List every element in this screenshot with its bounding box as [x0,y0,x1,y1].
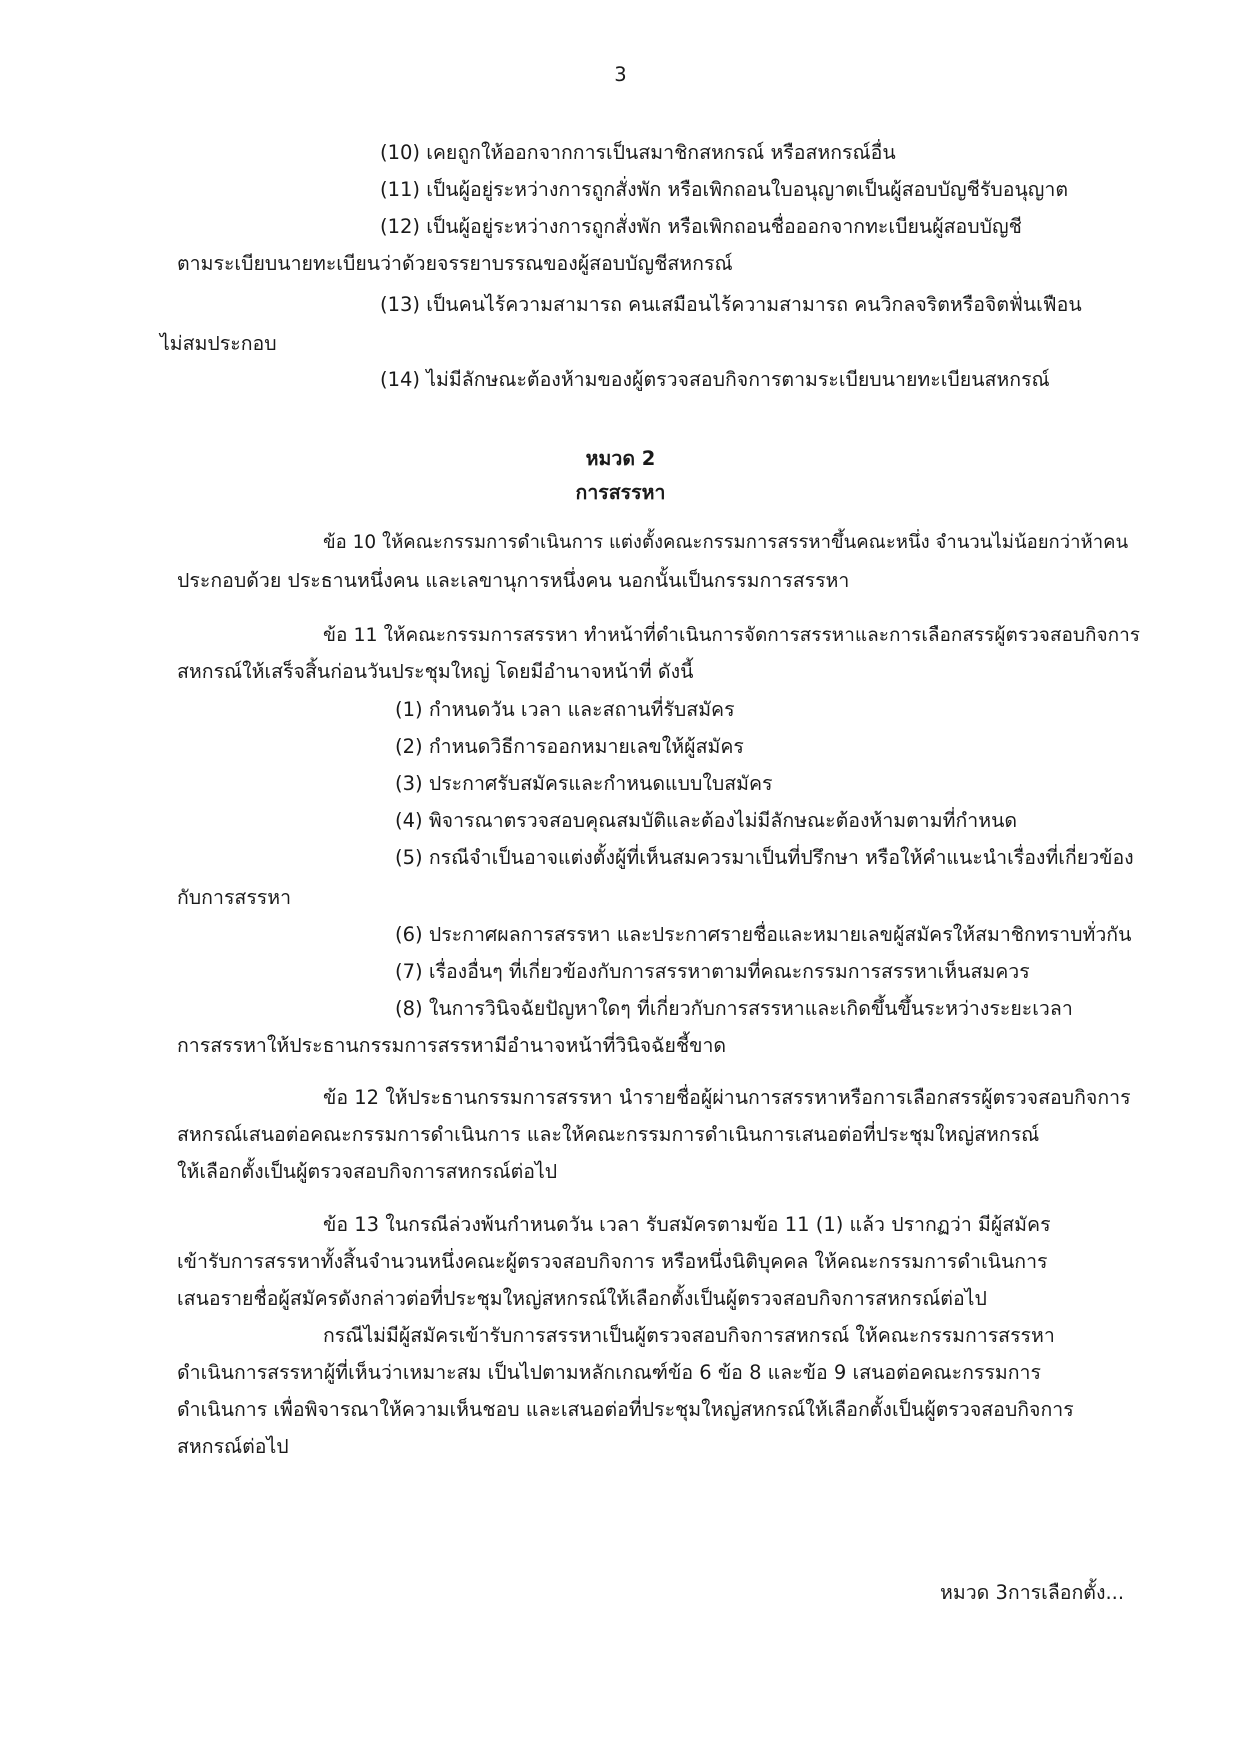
qualification-12-continuation: ตามระเบียบนายทะเบียนว่าด้วยจรรยาบรรณของผู้สอบบัญชีสหกรณ์ [177,252,733,275]
clause-11-line-2: สหกรณ์ให้เสร็จสิ้นก่อนวันประชุมใหญ่ โดยมีอำนาจหน้าที่ ดังนี้ [177,660,694,683]
clause-10-line-1: ข้อ 10 ให้คณะกรรมการดำเนินการ แต่งตั้งคณะกรรมการสรรหาขึ้นคณะหนึ่ง จำนวนไม่น้อยกว่าห้าคน [323,532,1129,553]
clause-10-line-2: ประกอบด้วย ประธานหนึ่งคน และเลขานุการหนึ่งคน นอกนั้นเป็นกรรมการสรรหา [177,569,850,592]
qualification-13-continuation: ไม่สมประกอบ [160,332,277,355]
qualification-14: (14) ไม่มีลักษณะต้องห้ามของผู้ตรวจสอบกิจการตามระเบียบนายทะเบียนสหกรณ์ [380,368,1050,391]
clause-12-line-1: ข้อ 12 ให้ประธานกรรมการสรรหา นำรายชื่อผู้ผ่านการสรรหาหรือการเลือกสรรผู้ตรวจสอบกิจการ [323,1086,1131,1109]
clause-13-line-4: กรณีไม่มีผู้สมัครเข้ารับการสรรหาเป็นผู้ตรวจสอบกิจการสหกรณ์ ให้คณะกรรมการสรรหา [323,1324,1055,1347]
chapter-number: หมวด 2 [585,447,656,470]
qualification-11: (11) เป็นผู้อยู่ระหว่างการถูกสั่งพัก หรือเพิกถอนใบอนุญาตเป็นผู้สอบบัญชีรับอนุญาต [380,178,1069,201]
clause-13-line-2: เข้ารับการสรรหาทั้งสิ้นจำนวนหนึ่งคณะผู้ตรวจสอบกิจการ หรือหนึ่งนิติบุคคล ให้คณะกรรมการดำเนินการ [177,1250,1048,1273]
duty-3: (3) ประกาศรับสมัครและกำหนดแบบใบสมัคร [395,772,773,795]
duty-8: (8) ในการวินิจฉัยปัญหาใดๆ ที่เกี่ยวกับการสรรหาและเกิดขึ้นขึ้นระหว่างระยะเวลา [395,997,1073,1020]
clause-11-line-1: ข้อ 11 ให้คณะกรรมการสรรหา ทำหน้าที่ดำเนินการจัดการสรรหาและการเลือกสรรผู้ตรวจสอบกิจการ [323,624,1140,646]
qualification-10: (10) เคยถูกให้ออกจากการเป็นสมาชิกสหกรณ์ หรือสหกรณ์อื่น [380,141,896,164]
clause-12-line-3: ให้เลือกตั้งเป็นผู้ตรวจสอบกิจการสหกรณ์ต่อไป [177,1160,558,1183]
duty-7: (7) เรื่องอื่นๆ ที่เกี่ยวข้องกับการสรรหาตามที่คณะกรรมการสรรหาเห็นสมควร [395,960,1030,983]
clause-12-line-2: สหกรณ์เสนอต่อคณะกรรมการดำเนินการ และให้คณะกรรมการดำเนินการเสนอต่อที่ประชุมใหญ่สหกรณ์ [177,1123,1040,1146]
clause-13-line-1: ข้อ 13 ในกรณีล่วงพ้นกำหนดวัน เวลา รับสมัครตามข้อ 11 (1) แล้ว ปรากฏว่า มีผู้สมัคร [323,1213,1051,1236]
duty-5: (5) กรณีจำเป็นอาจแต่งตั้งผู้ที่เห็นสมควรมาเป็นที่ปรึกษา หรือให้คำแนะนำเรื่องที่เกี่ยวข้อง [395,846,1134,869]
qualification-13: (13) เป็นคนไร้ความสามารถ คนเสมือนไร้ความสามารถ คนวิกลจริตหรือจิตฟั่นเฟือน [380,293,1082,316]
page-number: 3 [614,63,627,86]
duty-5-continuation: กับการสรรหา [177,886,292,909]
clause-13-line-3: เสนอรายชื่อผู้สมัครดังกล่าวต่อที่ประชุมใหญ่สหกรณ์ให้เลือกตั้งเป็นผู้ตรวจสอบกิจการสหกรณ์ต่อไป [177,1287,987,1310]
clause-13-line-6: ดำเนินการ เพื่อพิจารณาให้ความเห็นชอบ และเสนอต่อที่ประชุมใหญ่สหกรณ์ให้เลือกตั้งเป็นผู้ตรวจสอบกิจการ [177,1398,1074,1421]
duty-2: (2) กำหนดวิธีการออกหมายเลขให้ผู้สมัคร [395,735,744,758]
chapter-title: การสรรหา [575,481,666,504]
qualification-12: (12) เป็นผู้อยู่ระหว่างการถูกสั่งพัก หรือเพิกถอนชื่อออกจากทะเบียนผู้สอบบัญชี [380,215,1022,238]
footer-continuation: หมวด 3การเลือกตั้ง... [940,1581,1125,1604]
duty-4: (4) พิจารณาตรวจสอบคุณสมบัติและต้องไม่มีลักษณะต้องห้ามตามที่กำหนด [395,809,1018,832]
duty-6: (6) ประกาศผลการสรรหา และประกาศรายชื่อและหมายเลขผู้สมัครให้สมาชิกทราบทั่วกัน [395,923,1132,946]
clause-13-line-7: สหกรณ์ต่อไป [177,1435,289,1458]
clause-13-line-5: ดำเนินการสรรหาผู้ที่เห็นว่าเหมาะสม เป็นไปตามหลักเกณฑ์ข้อ 6 ข้อ 8 และข้อ 9 เสนอต่อคณะกรรมการ [177,1361,1041,1384]
duty-1: (1) กำหนดวัน เวลา และสถานที่รับสมัคร [395,698,735,721]
duty-8-continuation: การสรรหาให้ประธานกรรมการสรรหามีอำนาจหน้าที่วินิจฉัยชี้ขาด [177,1034,727,1057]
